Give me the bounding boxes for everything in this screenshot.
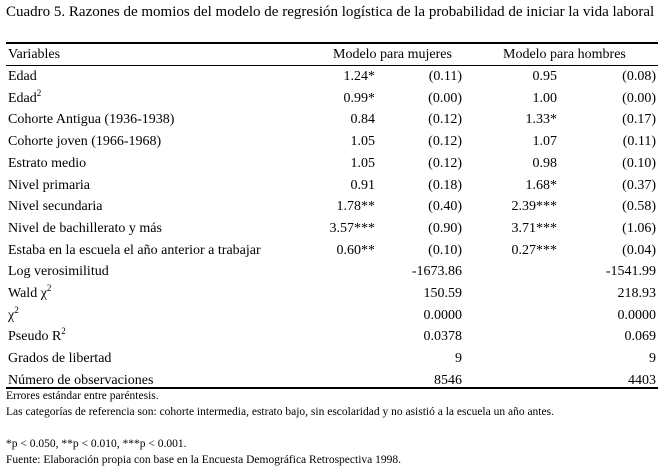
women-coef: 0.84 [350,112,375,128]
table-title: Cuadro 5. Razones de momios del modelo de regresión logística de la probabilidad de iniciar la vida laboral [6,4,655,20]
women-se: (0.12) [428,134,462,150]
women-stat: -1673.86 [411,264,462,280]
men-stat: 0.0000 [617,307,656,323]
superscript: 2 [14,304,19,315]
women-stat: 9 [455,351,462,367]
header-rule [6,65,658,66]
women-coef: 1.24* [343,69,375,84]
women-coef: 1.05 [350,155,375,171]
men-se: (0.37) [622,177,656,193]
men-se: (0.04) [622,242,656,258]
superscript: 2 [61,326,66,337]
women-se: (0.18) [428,177,462,193]
men-coef: 1.33* [525,112,557,128]
women-coef: 0.60** [336,242,375,258]
men-coef: 0.98 [532,155,557,171]
row-label: Estrato medio [8,155,87,171]
men-coef: 1.68* [525,177,557,193]
women-coef: 0.99* [343,90,375,106]
women-stat: 150.59 [423,286,462,301]
men-se: (0.58) [622,199,656,215]
women-stat: 0.0000 [423,307,462,323]
superscript: 2 [46,283,52,293]
row-label: Nivel primaria [8,177,91,193]
women-stat: 8546 [434,372,462,388]
superscript: 2 [36,87,42,98]
men-stat: -1541.99 [605,264,656,280]
men-stat: 4403 [628,372,656,388]
stat-label: Grados de libertad [8,351,112,367]
men-se: (1.06) [622,220,656,236]
men-stat: 218.93 [617,286,656,301]
women-coef: 3.57*** [329,220,375,236]
row-label: Nivel secundaria [8,199,103,215]
women-se: (0.90) [428,220,462,236]
header-model-women: Modelo para mujeres [333,47,452,62]
stat-label: Número de observaciones [8,372,154,388]
row-label: Edad$^2$ [8,87,42,106]
header-variables: Variables [8,47,61,62]
women-se: (0.00) [428,90,462,106]
men-coef: 0.95 [532,69,557,84]
men-coef: 1.07 [532,134,557,150]
men-se: (0.00) [622,90,656,106]
men-coef: 1.00 [532,90,557,106]
men-se: (0.10) [622,155,656,171]
stat-label: $\chi^2$ [8,304,19,323]
men-stat: 9 [649,351,656,367]
header-model-men: Modelo para hombres [503,47,626,62]
row-label: Cohorte joven (1966-1968) [8,134,162,150]
men-coef: 0.27*** [511,242,557,258]
men-coef: 3.71*** [511,220,557,236]
row-label: Nivel de bachillerato y más [8,220,162,236]
note-reference: Las categorías de referencia son: cohorte intermedia, estrato bajo, sin escolaridad y no asistió a la escuela un año antes. [6,406,554,418]
men-se: (0.08) [622,69,656,84]
women-se: (0.12) [428,155,462,171]
women-stat: 0.0378 [423,329,462,345]
women-se: (0.12) [428,112,462,128]
women-coef: 1.05 [350,134,375,150]
men-se: (0.11) [622,134,656,150]
top-rule [6,42,658,44]
row-label: Edad [8,69,37,84]
women-se: (0.10) [428,242,462,258]
women-se: (0.11) [428,69,462,84]
note-significance: *p < 0.050, **p < 0.010, ***p < 0.001. [6,438,187,450]
stat-label: Log verosimilitud [8,264,109,280]
stat-label: Pseudo $R^2$ [8,326,66,345]
row-label: Estaba en la escuela el año anterior a trabajar [8,242,261,258]
row-label: Cohorte Antigua (1936-1938) [8,112,175,128]
stat-label: Wald $\chi^2$ [8,283,52,301]
note-errors: Errores estándar entre paréntesis. [6,390,159,402]
men-stat: 0.069 [624,329,656,345]
women-coef: 1.78** [336,199,375,215]
men-se: (0.17) [622,112,656,128]
women-coef: 0.91 [350,177,375,193]
note-source: Fuente: Elaboración propia con base en la Encuesta Demográfica Retrospectiva 1998. [6,454,402,466]
women-se: (0.40) [428,199,462,215]
men-coef: 2.39*** [511,199,557,215]
